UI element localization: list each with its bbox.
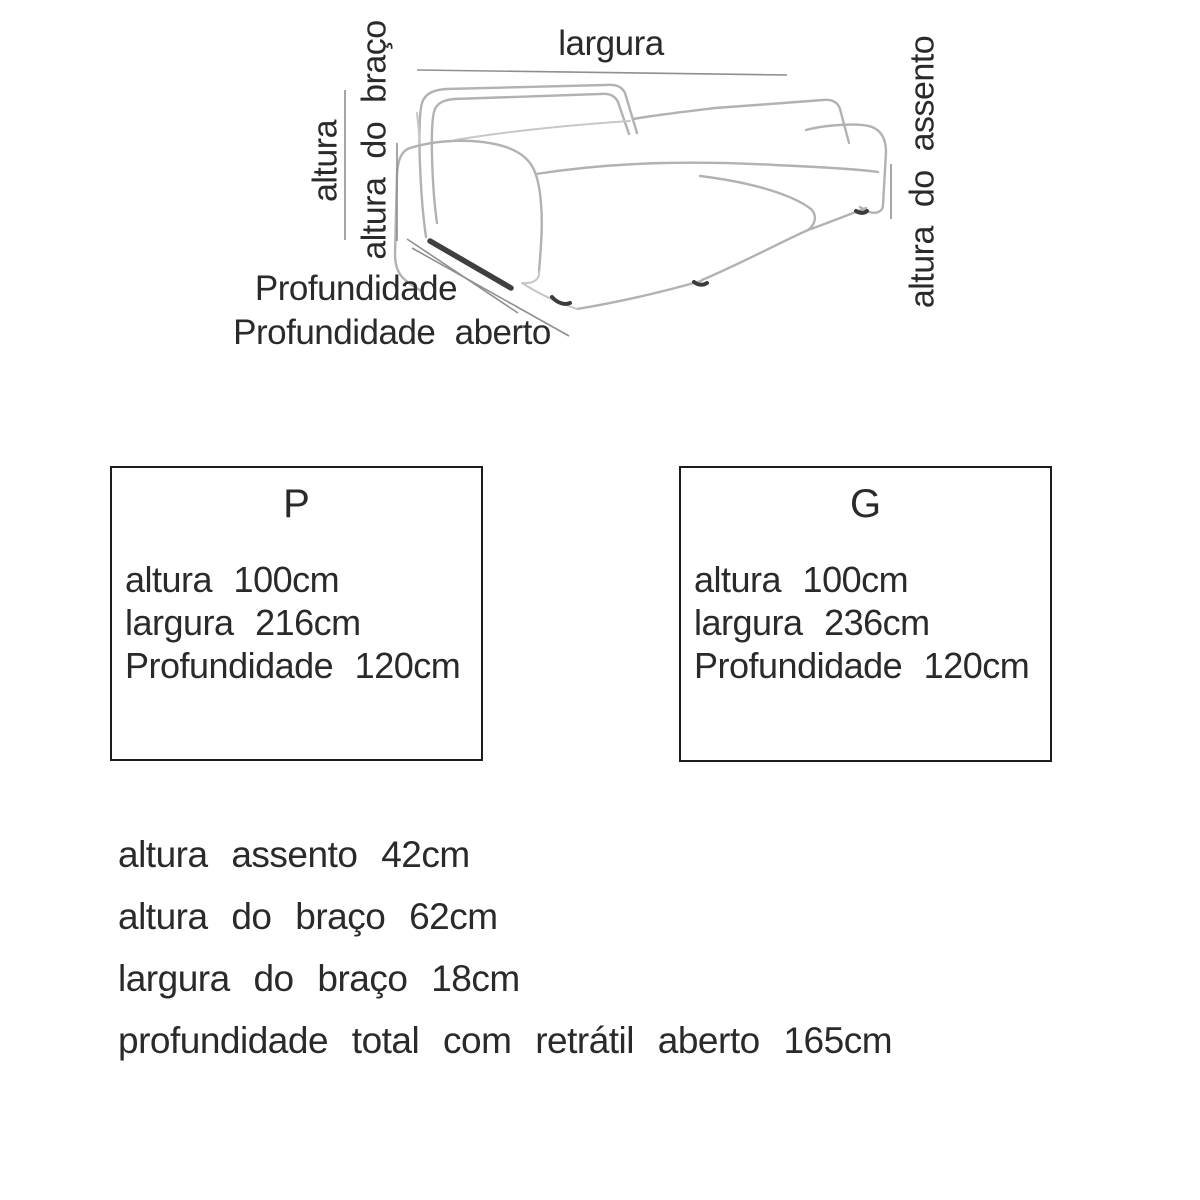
size-card-p-title: P — [283, 482, 310, 526]
size-card-g-largura: largura 236cm — [694, 602, 930, 643]
size-card-g-lines — [694, 558, 1029, 687]
dim-label-altura-do-assento: altura do assento — [903, 35, 942, 309]
dim-label-largura: largura — [558, 24, 664, 63]
size-card-g-altura: altura 100cm — [694, 559, 909, 600]
sofa-chaise-front-edge — [700, 176, 815, 230]
size-card-p-altura: altura 100cm — [125, 559, 340, 600]
dim-label-altura-do-braco: altura do braço — [355, 20, 394, 260]
spec-altura-do-braco: altura do braço 62cm — [118, 896, 498, 937]
size-card-g-profundidade: Profundidade 120cm — [694, 645, 1030, 686]
size-card-p — [110, 466, 483, 761]
sofa-foot-right — [856, 211, 867, 213]
sofa-backrest-bottom-edge — [455, 121, 630, 140]
size-card-p-profundidade: Profundidade 120cm — [125, 645, 461, 686]
sofa-left-backrest-inner — [432, 94, 629, 223]
size-card-g-title: G — [849, 482, 882, 526]
sofa-foot-front — [552, 297, 570, 304]
sofa-bottom-edge-mid — [702, 230, 808, 280]
dim-label-profundidade: Profundidade — [254, 269, 458, 308]
sofa-sketch — [395, 85, 886, 309]
sofa-foot-mid — [694, 282, 707, 285]
size-card-p-lines — [125, 558, 460, 687]
dim-label-altura: altura — [306, 119, 345, 203]
dim-line-largura — [417, 70, 787, 75]
size-card-p-largura: largura 216cm — [125, 602, 361, 643]
additional-specs — [118, 824, 892, 1072]
sofa-right-back-cushion — [633, 100, 849, 143]
sofa-seat-top-edge — [536, 163, 878, 174]
spec-largura-do-braco: largura do braço 18cm — [118, 958, 520, 999]
dim-label-profundidade-aberto: Profundidade aberto — [233, 313, 551, 352]
sofa-bottom-edge-front — [577, 281, 701, 309]
spec-altura-assento: altura assento 42cm — [118, 834, 470, 875]
spec-profundidade-total: profundidade total com retrátil aberto 165cm — [118, 1020, 893, 1061]
sofa-left-arm-front-edge — [536, 175, 542, 272]
size-card-g — [679, 466, 1052, 762]
sofa-dimension-diagram — [0, 0, 1200, 400]
sofa-left-arm-top — [410, 141, 536, 175]
